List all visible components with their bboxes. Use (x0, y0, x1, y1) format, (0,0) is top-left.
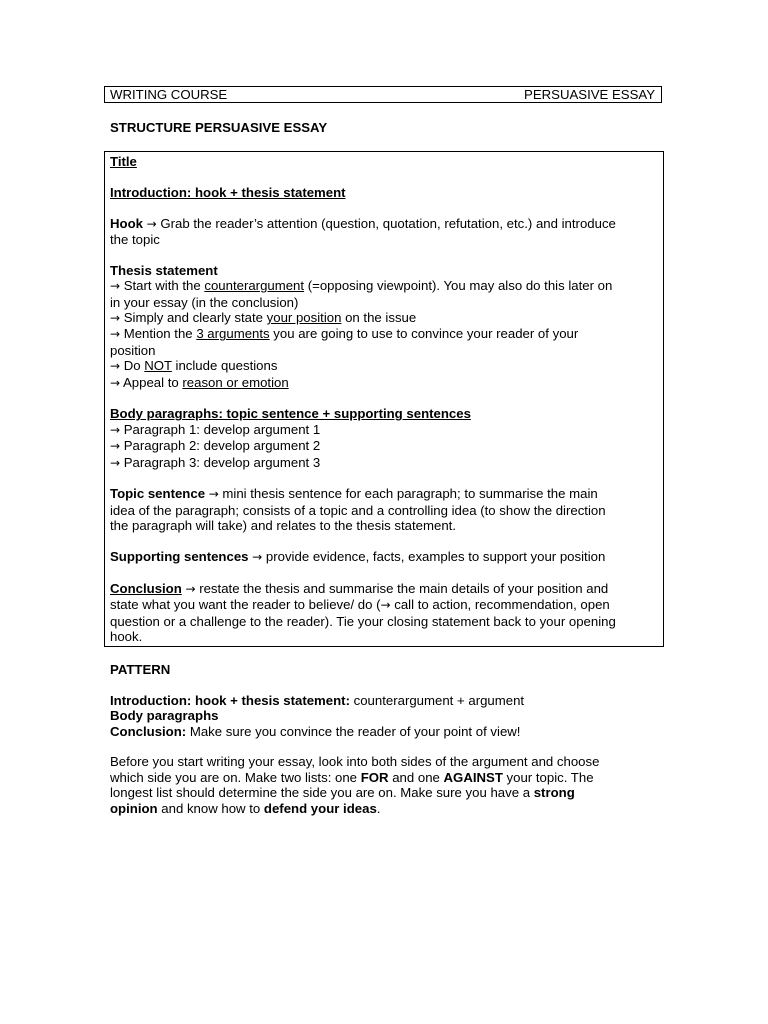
thesis-text: Do (120, 358, 145, 374)
conclusion-text: call to action, recommendation, open (390, 597, 610, 613)
thesis-text: (=opposing viewpoint). You may also do this later on (304, 278, 613, 294)
topic-line-3: the paragraph will take) and relates to the thesis statement. (110, 518, 456, 534)
arrow-icon: → (110, 279, 121, 294)
thesis-item (110, 278, 658, 294)
structure-content (110, 154, 658, 644)
pattern-conclusion-text: Make sure you convince the reader of your point of view! (186, 723, 521, 739)
support-line (110, 549, 658, 565)
conclusion-line (110, 581, 658, 597)
pattern-intro-label: Introduction: hook + thesis statement: (110, 692, 350, 708)
pattern-conclusion-label: Conclusion: (110, 723, 187, 739)
thesis-key: counterargument (204, 278, 305, 294)
arrow-icon: → (185, 581, 196, 596)
topic-line-2: idea of the paragraph; consists of a topic and a controlling idea (to show the direction (110, 502, 606, 518)
thesis-text: Start with the (120, 278, 205, 294)
conclusion-text: restate the thesis and summarise the main details of your position and (195, 580, 609, 596)
advice-line-1: Before you start writing your essay, look into both sides of the argument and choose (110, 754, 600, 770)
structure-box (104, 151, 664, 647)
body-text: Paragraph 3: develop argument 3 (120, 454, 321, 470)
pattern-intro-text: counterargument + argument (349, 692, 525, 708)
title-heading: Title (110, 154, 137, 169)
arrow-icon: → (110, 439, 121, 454)
document-type: PERSUASIVE ESSAY (524, 87, 655, 102)
pattern-conclusion (110, 724, 658, 739)
pattern-section (110, 662, 658, 816)
topic-text: mini thesis sentence for each paragraph; to summarise the main (218, 486, 598, 502)
conclusion-line-4: hook. (110, 629, 143, 645)
course-header (104, 86, 662, 103)
arrow-icon: → (110, 375, 121, 390)
advice-text: longest list should determine the side you are on. Make sure you have a (110, 785, 534, 801)
advice-line-2 (110, 770, 658, 785)
pattern-intro (110, 693, 658, 708)
arrow-icon: → (110, 455, 121, 470)
arrow-icon: → (110, 311, 121, 326)
thesis-key: 3 arguments (196, 326, 270, 342)
hook-label: Hook (110, 215, 143, 231)
thesis-item (110, 375, 658, 391)
thesis-item (110, 358, 658, 374)
support-text: provide evidence, facts, examples to support your position (262, 549, 606, 565)
conclusion-line-3: question or a challenge to the reader). Tie your closing statement back to your opening (110, 613, 616, 629)
advice-opinion: opinion (110, 800, 158, 816)
advice-strong: strong (533, 785, 575, 801)
thesis-key: reason or emotion (182, 374, 289, 390)
arrow-icon: → (110, 327, 121, 342)
arrow-icon: → (208, 487, 219, 502)
thesis-text: on the issue (341, 310, 417, 326)
arrow-icon: → (110, 359, 121, 374)
advice-line-3 (110, 785, 658, 800)
thesis-item-cont: in your essay (in the conclusion) (110, 294, 299, 310)
body-item (110, 422, 658, 438)
hook-line-2: the topic (110, 232, 160, 247)
arrow-icon: → (146, 216, 157, 231)
advice-text: your topic. The (502, 769, 594, 785)
arrow-icon: → (380, 598, 391, 613)
arrow-icon: → (252, 550, 263, 565)
support-label: Supporting sentences (110, 549, 249, 565)
advice-text: and know how to (157, 800, 264, 816)
thesis-item-cont: position (110, 342, 156, 358)
advice-text: . (376, 800, 381, 816)
body-item (110, 438, 658, 454)
thesis-key: your position (266, 310, 342, 326)
pattern-body-label: Body paragraphs (110, 708, 219, 724)
advice-defend: defend your ideas (263, 800, 377, 816)
pattern-heading: PATTERN (110, 662, 171, 677)
thesis-heading: Thesis statement (110, 262, 218, 278)
thesis-text: Appeal to (120, 374, 183, 390)
conclusion-line-2 (110, 597, 658, 613)
body-heading: Body paragraphs: topic sentence + supporting sentences (110, 406, 471, 422)
conclusion-text: state what you want the reader to believe/ do ( (110, 597, 381, 613)
advice-against: AGAINST (443, 769, 503, 785)
advice-for: FOR (360, 769, 389, 785)
section-title: STRUCTURE PERSUASIVE ESSAY (110, 120, 328, 135)
arrow-icon: → (110, 422, 121, 437)
thesis-text: Mention the (120, 326, 197, 342)
thesis-item (110, 326, 658, 342)
topic-label: Topic sentence (110, 486, 206, 502)
body-text: Paragraph 2: develop argument 2 (120, 438, 321, 454)
thesis-text: include questions (171, 358, 278, 374)
advice-text: and one (388, 769, 444, 785)
course-name: WRITING COURSE (110, 87, 228, 102)
intro-heading: Introduction: hook + thesis statement (110, 184, 346, 200)
thesis-key: NOT (144, 358, 172, 374)
body-text: Paragraph 1: develop argument 1 (120, 421, 321, 437)
thesis-text: you are going to use to convince your reader of your (269, 326, 579, 342)
thesis-item (110, 310, 658, 326)
advice-line-4 (110, 801, 658, 816)
thesis-text: Simply and clearly state (120, 310, 267, 326)
hook-line (110, 216, 658, 232)
conclusion-label: Conclusion (110, 580, 182, 596)
body-item (110, 455, 658, 471)
hook-text: Grab the reader’s attention (question, quotation, refutation, etc.) and introduce (156, 215, 616, 231)
advice-text: which side you are on. Make two lists: one (110, 769, 361, 785)
topic-line (110, 486, 658, 502)
